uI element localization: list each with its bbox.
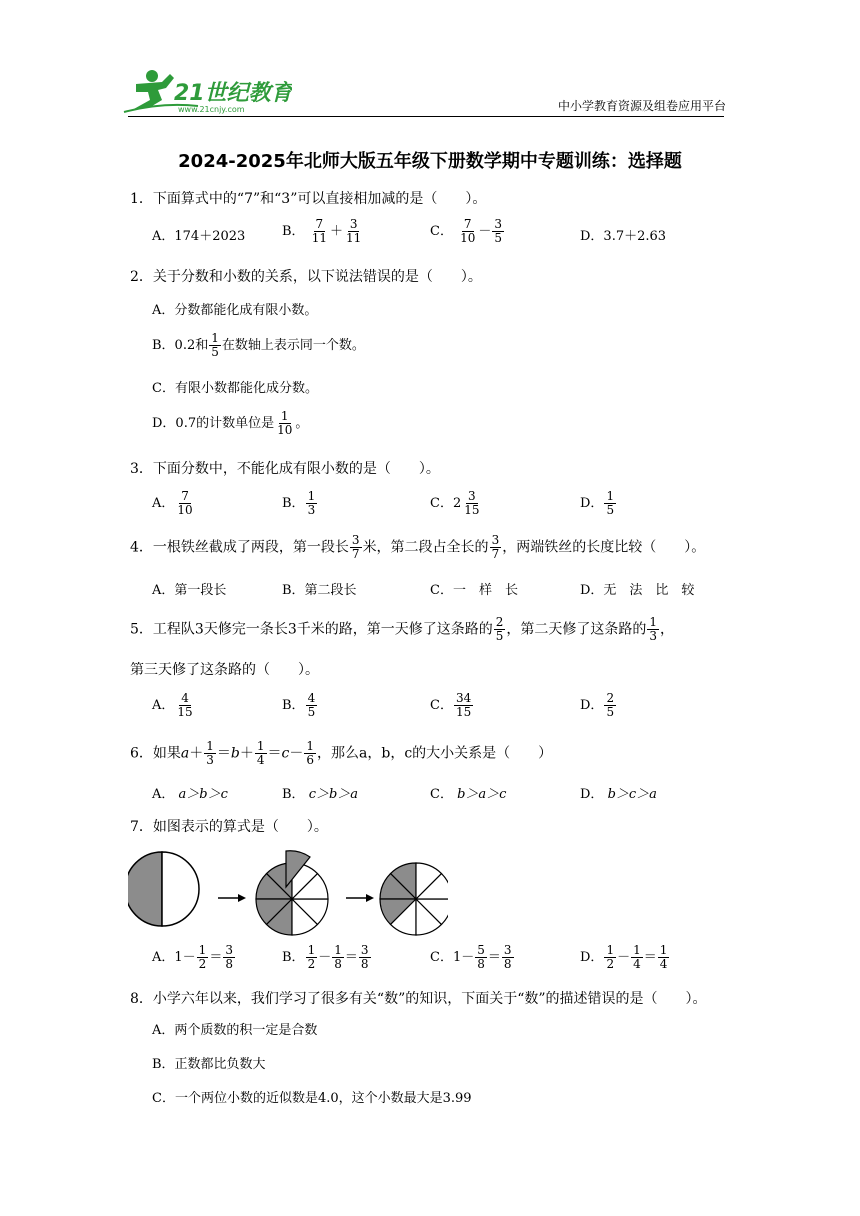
- question-5-stem: 5．工程队3天修完一条长3千米的路，第一天修了这条路的 $\frac{2}{5}$ ，第二天修了这条路的 $\frac{1}{3}$ ，: [130, 615, 675, 643]
- fraction-diagram: [128, 842, 448, 942]
- question-1-stem: 1．下面算式中的“7”和“3”可以直接相加减的是（ ）。: [130, 191, 487, 207]
- q2-option-d: D．0.7的计数单位是 $\frac{1}{10}$ 。: [152, 409, 309, 437]
- q2-option-b: B．0.2和 $\frac{1}{5}$ 在数轴上表示同一个数。: [152, 331, 365, 359]
- question-2-stem: 2．关于分数和小数的关系，以下说法错误的是（ ）。: [130, 269, 482, 285]
- q5-option-d: D． $\frac{2}{5}$: [580, 691, 615, 719]
- q1-option-b: B． $\frac{7}{11}$ ＋ $\frac{3}{11}$: [282, 217, 362, 245]
- q7-option-d: D． $\frac{1}{2}$ － $\frac{1}{4}$ ＝ $\frac{1}{4}$: [580, 943, 668, 971]
- q3-option-c: C． 2 $\frac{3}{15}$: [430, 489, 480, 517]
- half-circle-figure: [128, 852, 199, 926]
- q3-option-a: A． $\frac{7}{10}$: [152, 489, 193, 517]
- q6-option-d: D． b＞c＞a: [580, 787, 657, 802]
- question-8-stem: 8．小学六年以来，我们学习了很多有关“数”的知识，下面关于“数”的描述错误的是（ ）。: [130, 991, 707, 1007]
- q6-option-c: C． b＞a＞c: [430, 787, 507, 802]
- q1-option-c: C． $\frac{7}{10}$ － $\frac{3}{5}$: [430, 217, 503, 245]
- arrow-right-icon: [346, 894, 374, 902]
- header-divider: [128, 116, 724, 117]
- page-title: 2024-2025年北师大版五年级下册数学期中专题训练：选择题: [178, 151, 682, 172]
- q3-option-b: B． $\frac{1}{3}$: [282, 489, 316, 517]
- q7-option-b: B． $\frac{1}{2}$ － $\frac{1}{8}$ ＝ $\frac{3}{8}$: [282, 943, 369, 971]
- q6-option-a: A． a＞b＞c: [152, 787, 228, 802]
- q8-option-b: B．正数都比负数大: [152, 1057, 266, 1072]
- q8-option-c: C．一个两位小数的近似数是4.0，这个小数最大是3.99: [152, 1091, 472, 1106]
- q4-option-a: A．第一段长: [152, 583, 227, 598]
- q5-option-b: B． $\frac{4}{5}$: [282, 691, 316, 719]
- q5-option-c: C． $\frac{34}{15}$: [430, 691, 472, 719]
- q4-option-d: D．无 法 比 较: [580, 583, 695, 598]
- eighths-circle-three-shaded: [380, 863, 448, 935]
- question-7-stem: 7．如图表示的算式是（ ）。: [130, 819, 328, 835]
- q4-option-c: C．一 样 长: [430, 583, 518, 598]
- q8-option-a: A．两个质数的积一定是合数: [152, 1023, 318, 1038]
- q1-option-a: A．174＋2023: [152, 229, 246, 244]
- q1-option-d: D．3.7＋2.63: [580, 229, 667, 244]
- question-6-stem: 6．如果a＋ $\frac{1}{3}$ ＝b＋ $\frac{1}{4}$ ＝c－ $\frac{1}{6}$ ，那么a，b，c的大小关系是（ ）: [130, 739, 553, 767]
- q5-option-a: A． $\frac{4}{15}$: [152, 691, 193, 719]
- platform-name: 中小学教育资源及组卷应用平台: [557, 99, 726, 113]
- question-4-stem: 4．一根铁丝截成了两段，第一段长 $\frac{3}{7}$ 米，第二段占全长的 $\frac{3}{7}$ ，两端铁丝的长度比较（ ）。: [130, 533, 706, 561]
- runner-logo-icon: [122, 66, 292, 116]
- q3-option-d: D． $\frac{1}{5}$: [580, 489, 615, 517]
- q2-option-a: A．分数都能化成有限小数。: [152, 303, 318, 318]
- svg-text:www.21cnjy.com: www.21cnjy.com: [178, 105, 245, 114]
- question-5-line2: 第三天修了这条路的（ ）。: [130, 662, 319, 678]
- q7-option-c: C．1－ $\frac{5}{8}$ ＝ $\frac{3}{8}$: [430, 943, 512, 971]
- eighths-circle-removed-piece: [256, 851, 328, 935]
- question-3-stem: 3．下面分数中，不能化成有限小数的是（ ）。: [130, 461, 440, 477]
- q7-option-a: A．1－ $\frac{1}{2}$ ＝ $\frac{3}{8}$: [152, 943, 233, 971]
- q2-option-c: C．有限小数都能化成分数。: [152, 381, 318, 396]
- site-logo: [122, 66, 292, 120]
- svg-text:21世纪教育: 21世纪教育: [174, 81, 292, 106]
- arrow-right-icon: [218, 894, 246, 902]
- q4-option-b: B．第二段长: [282, 583, 357, 598]
- q6-option-b: B． c＞b＞a: [282, 787, 359, 802]
